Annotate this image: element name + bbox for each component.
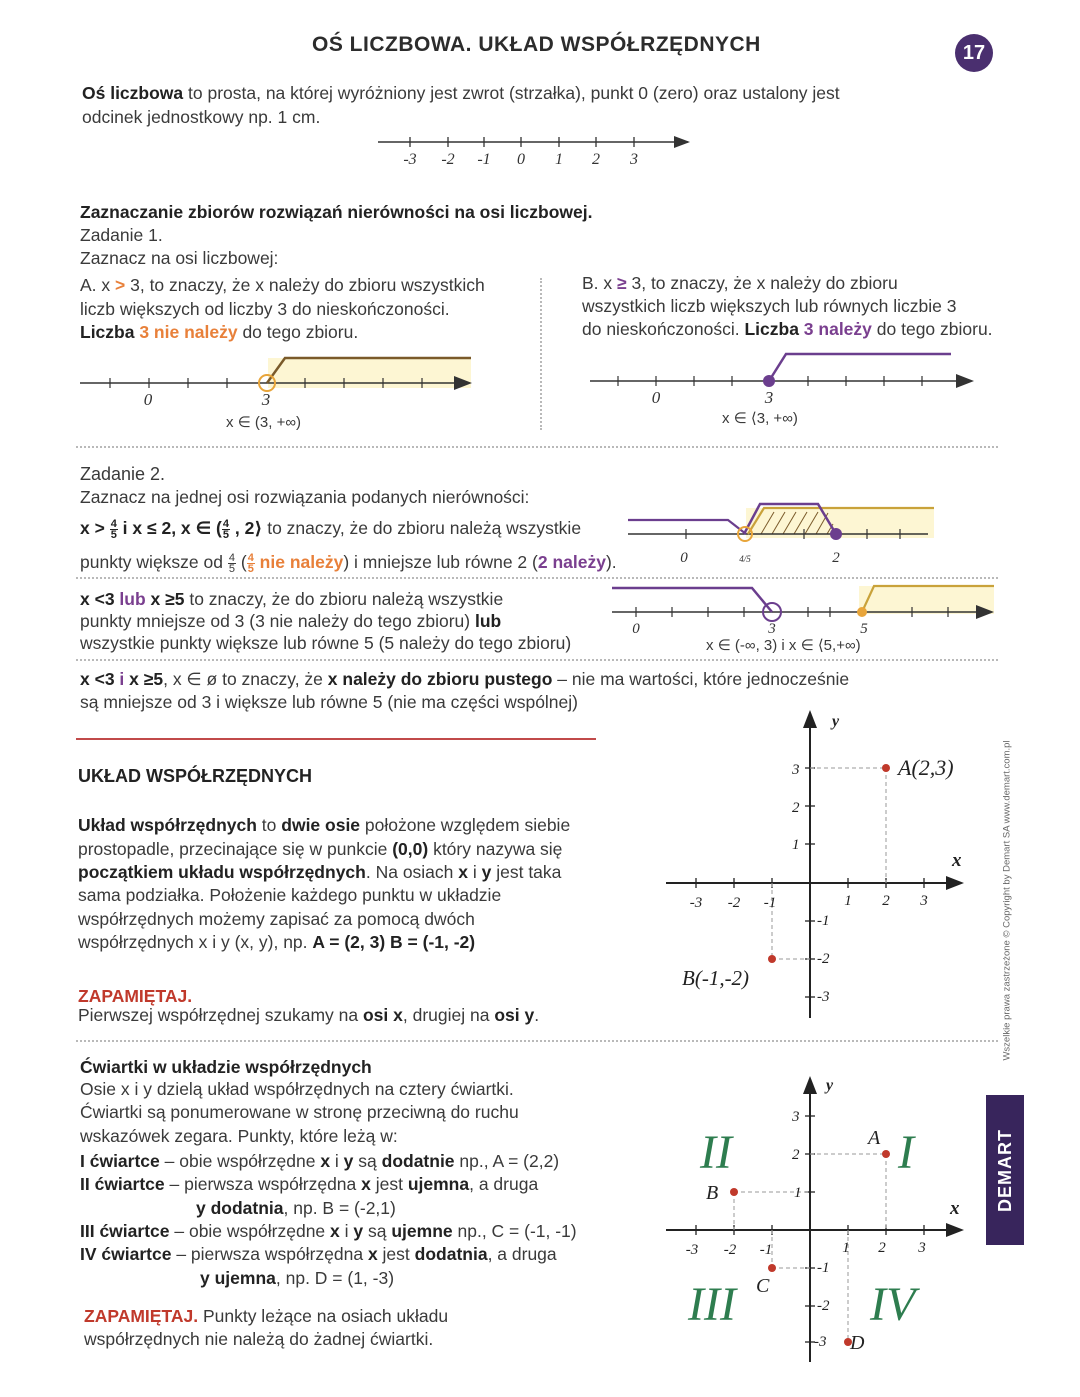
point-label: B <box>706 1182 719 1204</box>
s3-line6: współrzędnych x i y (x, y), np. A = (2, 3) B = (-1, -2) <box>78 932 476 952</box>
task1a-line1: A. x > 3, to znaczy, że x należy do zbioru wszystkich <box>80 275 485 295</box>
quadrant-graph <box>660 1070 982 1366</box>
quadrant-2-text-cont: y dodatnia, np. B = (-2,1) <box>196 1198 396 1218</box>
axis-label: x <box>950 1198 960 1219</box>
tick-label: 3 <box>764 388 774 407</box>
tick-label: 3 <box>768 621 776 637</box>
tick-label: -1 <box>759 1242 773 1258</box>
tick-label: 3 <box>792 1109 800 1125</box>
tick-label: 2 <box>882 893 890 909</box>
tick-label: -3 <box>689 895 703 911</box>
tick-label: -3 <box>814 1334 827 1350</box>
quadrant-3-text: III ćwiartce – obie współrzędne x i y są ujemne np., C = (-1, -1) <box>80 1221 577 1241</box>
tick-label: 0 <box>517 151 525 168</box>
task1-label: Zadanie 1. <box>80 225 163 245</box>
tick-label: 2 <box>792 800 800 816</box>
tick-label: 3 <box>792 762 800 778</box>
ex2-line3: wszystkie punkty większe lub równe 5 (5 należy do tego zbioru) <box>80 633 572 653</box>
remember-2-line2: współrzędnych nie należą do żadnej ćwiartki. <box>84 1329 434 1349</box>
task1a-line2: liczb większych od liczby 3 do nieskończoności. <box>80 299 450 319</box>
tick-label: 5 <box>860 621 868 637</box>
tick-label: 2 <box>592 151 600 168</box>
tick-label: 2 <box>792 1147 800 1163</box>
axis-label: y <box>832 713 840 730</box>
tick-label: 1 <box>555 151 563 168</box>
tick-label: 4/5 <box>739 554 751 564</box>
tick-label: 3 <box>918 1240 926 1256</box>
point-label: B(-1,-2) <box>682 966 750 990</box>
ex3-line1: x <3 i x ≥5, x ∈ ø to znaczy, że x należy do zbioru pustego – nie ma wartości, które jednocześnie <box>80 669 850 689</box>
intro-line-1: Oś liczbowa to prosta, na której wyróżniony jest zwrot (strzałka), punkt 0 (zero) oraz ustalony jest <box>82 83 840 103</box>
copyright-vertical: Wszelkie prawa zastrzeżone © Copyright by Demart SA www.demart.com.pl <box>1001 739 1013 1061</box>
tick-label: 0 <box>632 621 640 637</box>
ex3-line2: są mniejsze od 3 i większe lub równe 5 (nie ma części wspólnej) <box>80 692 578 712</box>
number-line-a <box>76 348 476 414</box>
task1-instruction: Zaznacz na osi liczbowej: <box>80 248 279 268</box>
section4-heading: Ćwiartki w układzie współrzędnych <box>80 1057 372 1077</box>
tick-label: -1 <box>763 895 777 911</box>
tick-label: -3 <box>817 989 830 1005</box>
tick-label: 3 <box>920 893 928 909</box>
tick-label: 1 <box>844 893 852 909</box>
quadrant-4-text: IV ćwiartce – pierwsza współrzędna x jest dodatnia, a druga <box>80 1244 557 1264</box>
coordinate-graph <box>660 706 982 1022</box>
divider <box>76 446 998 448</box>
intro-line-2: odcinek jednostkowy np. 1 cm. <box>82 107 321 127</box>
s4-line1: Osie x i y dzielą układ współrzędnych na cztery ćwiartki. <box>80 1079 514 1099</box>
interval-b: x ∈ ⟨3, +∞) <box>722 410 798 427</box>
tick-label: -2 <box>727 895 741 911</box>
interval-a: x ∈ (3, +∞) <box>226 414 302 431</box>
s3-line4: sama podziałka. Położenie każdego punktu w układzie <box>78 885 502 905</box>
task1b-line1: B. x ≥ 3, to znaczy, że x należy do zbioru <box>582 273 898 293</box>
remember-text: Pierwszej współrzędnej szukamy na osi x, drugiej na osi y. <box>78 1005 540 1025</box>
tick-label: 1 <box>794 1185 802 1201</box>
tick-label: -2 <box>723 1242 737 1258</box>
tick-label: 3 <box>630 151 638 168</box>
ex1-line1: x > $\frac{4}{5}$ i x ≤ 2, x ∈ ( $\frac{4}{5}$ , 2⟩ to znaczy, że do zbioru należą wszystkie <box>80 517 582 541</box>
point-label: C <box>756 1275 770 1297</box>
tick-label: -1 <box>477 151 491 168</box>
divider <box>76 1040 998 1042</box>
divider <box>76 659 998 661</box>
page-number: 17 <box>955 34 993 72</box>
quadrant-label: I <box>898 1126 914 1179</box>
tick-label: -2 <box>817 951 830 967</box>
s4-line2: Ćwiartki są ponumerowane w stronę przeciwną do ruchu <box>80 1102 519 1122</box>
tick-label: -3 <box>685 1242 699 1258</box>
tick-label: 0 <box>680 550 688 566</box>
task1a-line3: Liczba 3 nie należy do tego zbioru. <box>80 322 359 342</box>
tick-label: 2 <box>832 550 840 566</box>
tick-label: -2 <box>817 1298 830 1314</box>
tick-label: -1 <box>817 913 830 929</box>
remember-2-line1: ZAPAMIĘTAJ. Punkty leżące na osiach układu <box>84 1306 449 1326</box>
tick-label: 3 <box>261 390 271 409</box>
s3-line2: prostopadle, przecinające się w punkcie (0,0) który nazywa się <box>78 839 563 859</box>
section-rule <box>76 738 596 740</box>
quadrant-label: II <box>700 1126 732 1179</box>
s3-line3: początkiem układu współrzędnych. Na osiach x i y jest taka <box>78 862 562 882</box>
tick-label: 0 <box>143 390 153 409</box>
intro-number-line <box>370 130 700 172</box>
tick-label: 1 <box>792 837 800 853</box>
quadrant-label: III <box>688 1278 736 1331</box>
point-label: D <box>850 1332 865 1354</box>
tick-label: 1 <box>842 1240 850 1256</box>
column-divider <box>540 278 542 430</box>
ex2-line1: x <3 lub x ≥5 to znaczy, że do zbioru należą wszystkie <box>80 589 504 609</box>
tick-label: 2 <box>878 1240 886 1256</box>
number-line-b <box>586 346 978 412</box>
interval-ex2: x ∈ (-∞, 3) i x ∈ ⟨5,+∞) <box>706 637 861 654</box>
ex2-line2: punkty mniejsze od 3 (3 nie należy do tego zbioru) lub <box>80 611 502 631</box>
point-label: A(2,3) <box>898 755 954 780</box>
s4-line3: wskazówek zegara. Punkty, które leżą w: <box>80 1126 398 1146</box>
axis-label: y <box>826 1077 834 1094</box>
tick-label: -2 <box>441 151 455 168</box>
task1b-line3: do nieskończoności. Liczba 3 należy do tego zbioru. <box>582 319 993 339</box>
number-line-ex2 <box>612 578 998 644</box>
quadrant-label: IV <box>870 1278 916 1331</box>
quadrant-2-text: II ćwiartce – pierwsza współrzędna x jest ujemna, a druga <box>80 1174 539 1194</box>
task2-instruction: Zaznacz na jednej osi rozwiązania podanych nierówności: <box>80 487 530 507</box>
point-label: A <box>868 1127 881 1149</box>
section3-heading: UKŁAD WSPÓŁRZĘDNYCH <box>78 766 312 786</box>
brand-logo: DEMART <box>994 1128 1015 1212</box>
remember-label: ZAPAMIĘTAJ. <box>78 986 193 1006</box>
tick-label: -1 <box>817 1260 830 1276</box>
s3-line1: Układ współrzędnych to dwie osie położone względem siebie <box>78 815 571 835</box>
quadrant-1-text: I ćwiartce – obie współrzędne x i y są dodatnie np., A = (2,2) <box>80 1151 560 1171</box>
number-line-ex1 <box>628 496 938 570</box>
page-title: OŚ LICZBOWA. UKŁAD WSPÓŁRZĘDNYCH <box>312 33 761 56</box>
ex1-line2: punkty większe od $\frac{4}{5}$ ( $\frac{4}{5}$ nie należy) i mniejsze lub równe 2 (2 należy). <box>80 551 617 575</box>
s3-line5: współrzędnych możemy zapisać za pomocą dwóch <box>78 909 475 929</box>
task2-label: Zadanie 2. <box>80 464 166 484</box>
task1b-line2: wszystkich liczb większych lub równych liczbie 3 <box>582 296 957 316</box>
axis-label: x <box>952 850 962 871</box>
tick-label: 0 <box>651 388 661 407</box>
tick-label: -3 <box>403 151 417 168</box>
quadrant-4-text-cont: y ujemna, np. D = (1, -3) <box>200 1268 395 1288</box>
section1-heading: Zaznaczanie zbiorów rozwiązań nierówności na osi liczbowej. <box>80 202 593 222</box>
